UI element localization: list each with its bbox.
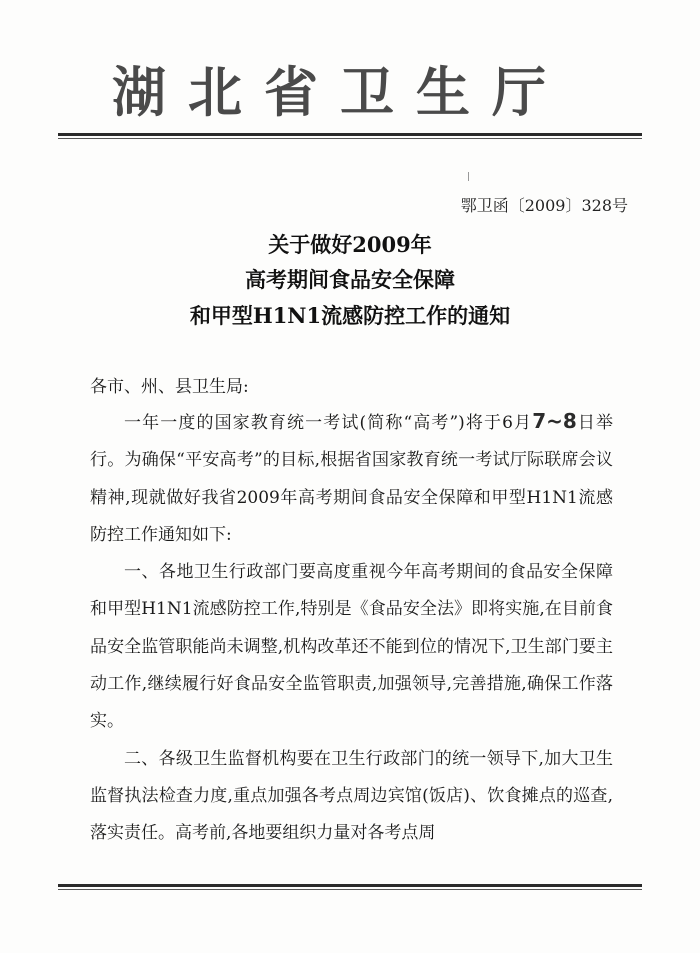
title-line-2: 高考期间食品安全保障 bbox=[245, 267, 455, 292]
letterhead-rule-thin bbox=[58, 138, 642, 139]
letterhead-rule-thick bbox=[58, 133, 642, 136]
paragraph-1 bbox=[90, 403, 613, 554]
title-line-3: 和甲型H1N1流感防控工作的通知 bbox=[189, 303, 511, 328]
body-text bbox=[90, 403, 613, 853]
footer-rule-thick bbox=[58, 884, 642, 887]
title-line-1: 关于做好2009年 bbox=[268, 232, 432, 257]
salutation: 各市、州、县卫生局: bbox=[90, 377, 249, 397]
paragraph-2: 一、各地卫生行政部门要高度重视今年高考期间的食品安全保障和甲型H1N1流感防控工作,特别是《食品安全法》即将实施,在目前食品安全监管职能尚未调整,机构改革还不能到位的情况下,卫生部门要主动工作,继续履行好食品安全监管职责,加强领导,完善措施,确保工作落实。 bbox=[90, 562, 613, 732]
paragraph-3: 二、各级卫生监督机构要在卫生行政部门的统一领导下,加大卫生监督执法检查力度,重点加强各考点周边宾馆(饭店)、饮食摊点的巡查,落实责任。高考前,各地要组织力量对各考点周 bbox=[90, 748, 613, 844]
handwritten-date: 7~8 bbox=[532, 409, 577, 433]
paragraph-1-start: 一年一度的国家教育统一考试(简称“高考”)将于6月 bbox=[124, 413, 533, 433]
paragraph-1-end: 日举行。为确保“平安高考”的目标,根据省国家教育统一考试厅际联席会议精神,现就做好我省2009年高考期间食品安全保障和甲型H1N1流感防控工作通知如下: bbox=[90, 413, 614, 545]
scan-mark bbox=[468, 172, 469, 181]
document-number: 鄂卫函〔2009〕328号 bbox=[460, 196, 628, 215]
footer-rule-thin bbox=[58, 889, 642, 890]
letterhead-title: 湖北省卫生厅 bbox=[112, 61, 568, 124]
